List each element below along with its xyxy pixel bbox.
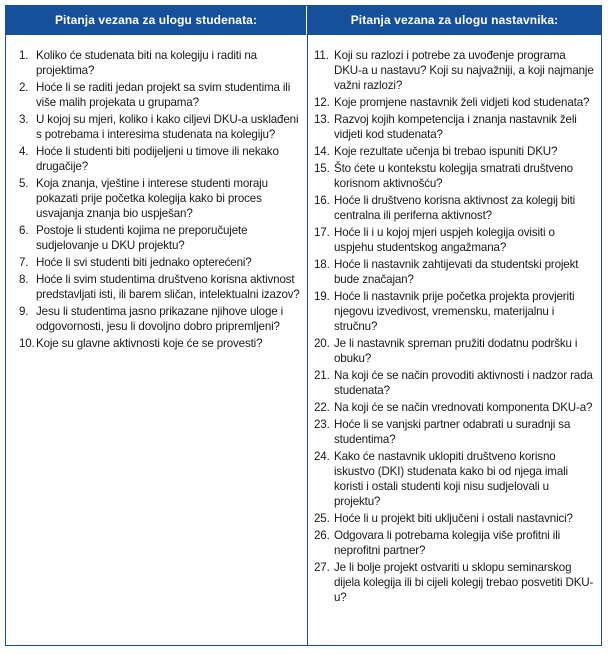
- teacher-questions-list: [308, 35, 601, 605]
- item-number: 13.: [314, 113, 330, 126]
- item-number: 21.: [314, 369, 330, 382]
- item-text: Je li bolje projekt ostvariti u sklopu seminarskog dijela kolegija ili bi cijeli kolegij trebao posvetiti DKU-u?: [334, 561, 594, 604]
- item-number: 26.: [314, 529, 330, 542]
- list-item: [314, 144, 595, 159]
- list-item: [314, 289, 595, 334]
- list-item: [314, 193, 595, 223]
- list-item: [314, 368, 595, 398]
- teacher-questions-header: Pitanja vezana za ulogu nastavnika:: [308, 6, 601, 35]
- list-item: [12, 255, 301, 270]
- item-text: Kako će nastavnik uklopiti društveno korisno iskustvo (DKI) studenata kako bi od njega imali koristi i ostali studenti koji nisu sudjelovali u projektu?: [334, 450, 568, 508]
- item-number: 14.: [314, 145, 330, 158]
- item-text: Hoće li studenti biti podijeljeni u timove ili nekako drugačije?: [36, 145, 279, 173]
- item-number: 1.: [19, 49, 29, 62]
- list-item: [314, 400, 595, 415]
- student-questions-header: Pitanja vezana za ulogu studenata:: [6, 6, 307, 35]
- item-text: Koje rezultate učenja bi trebao ispuniti DKU?: [334, 145, 558, 158]
- list-item: [314, 560, 595, 605]
- item-number: 23.: [314, 418, 330, 431]
- item-number: 10.: [19, 337, 35, 350]
- list-item: [12, 48, 301, 78]
- list-item: [314, 528, 595, 558]
- questions-table: [5, 5, 602, 646]
- item-number: 24.: [314, 450, 330, 463]
- list-item: [12, 304, 301, 334]
- item-number: 3.: [19, 113, 29, 126]
- student-questions-column: [6, 6, 308, 645]
- item-text: Hoće li društveno korisna aktivnost za kolegij biti centralna ili periferna aktivnost?: [334, 194, 576, 222]
- item-number: 2.: [19, 81, 29, 94]
- item-text: U kojoj su mjeri, koliko i kako ciljevi DKU-a usklađeni s potrebama i interesima studenata na kolegiju?: [36, 113, 299, 141]
- list-item: [314, 257, 595, 287]
- item-text: Jesu li studentima jasno prikazane njihove uloge i odgovornosti, jesu li dovoljno dobro pripremljeni?: [36, 305, 284, 333]
- item-text: Koliko će studenata biti na kolegiju i raditi na projektima?: [36, 49, 257, 77]
- item-text: Što ćete u kontekstu kolegija smatrati društveno korisnom aktivnošću?: [334, 162, 573, 190]
- list-item: [314, 336, 595, 366]
- item-text: Hoće li svim studentima društveno korisna aktivnost predstavljati isti, ili barem sličan, intelektualni izazov?: [36, 273, 300, 301]
- item-text: Hoće li se raditi jedan projekt sa svim studentima ili više malih projekata u grupama?: [36, 81, 291, 109]
- item-number: 19.: [314, 290, 330, 303]
- item-text: Koji su razlozi i potrebe za uvođenje programa DKU-a u nastavu? Koji su najvažniji, a koji najmanje važni razlozi?: [334, 49, 594, 92]
- item-text: Hoće li nastavnik prije početka projekta provjeriti njegovu izvedivost, vremensku, materijalnu i stručnu?: [334, 290, 575, 333]
- item-number: 16.: [314, 194, 330, 207]
- list-item: [314, 161, 595, 191]
- list-item: [314, 95, 595, 110]
- item-number: 17.: [314, 226, 330, 239]
- item-number: 25.: [314, 512, 330, 525]
- item-text: Razvoj kojih kompetencija i znanja nastavnik želi vidjeti kod studenata?: [334, 113, 577, 141]
- item-text: Hoće li nastavnik zahtijevati da studentski projekt bude značajan?: [334, 258, 579, 286]
- item-number: 15.: [314, 162, 330, 175]
- list-item: [12, 144, 301, 174]
- list-item: [314, 48, 595, 93]
- item-text: Hoće li svi studenti biti jednako opterećeni?: [36, 256, 252, 269]
- list-item: [12, 80, 301, 110]
- student-questions-list: [6, 35, 307, 351]
- item-number: 12.: [314, 96, 330, 109]
- list-item: [12, 223, 301, 253]
- item-text: Hoće li i u kojoj mjeri uspjeh kolegija ovisiti o uspjehu studentskog angažmana?: [334, 226, 555, 254]
- list-item: [314, 511, 595, 526]
- item-text: Koje su glavne aktivnosti koje će se provesti?: [36, 337, 263, 350]
- item-number: 20.: [314, 337, 330, 350]
- item-number: 4.: [19, 145, 29, 158]
- item-number: 18.: [314, 258, 330, 271]
- item-number: 8.: [19, 273, 29, 286]
- item-number: 5.: [19, 177, 29, 190]
- list-item: [12, 176, 301, 221]
- list-item: [314, 417, 595, 447]
- item-number: 6.: [19, 224, 29, 237]
- list-item: [314, 225, 595, 255]
- list-item: [314, 449, 595, 509]
- item-number: 9.: [19, 305, 29, 318]
- item-text: Na koji će se način vrednovati komponenta DKU-a?: [334, 401, 593, 414]
- item-text: Koje promjene nastavnik želi vidjeti kod studenata?: [334, 96, 590, 109]
- item-number: 7.: [19, 256, 29, 269]
- item-number: 11.: [314, 49, 329, 62]
- list-item: [314, 112, 595, 142]
- item-text: Koja znanja, vještine i interese studenti moraju pokazati prije početka kolegija kako bi proces usvajanja znanja bio uspješan?: [36, 177, 268, 220]
- item-number: 22.: [314, 401, 330, 414]
- item-text: Na koji će se način provoditi aktivnosti i nadzor rada studenata?: [334, 369, 593, 397]
- list-item: [12, 336, 301, 351]
- item-text: Hoće li se vanjski partner odabrati u suradnji sa studentima?: [334, 418, 571, 446]
- list-item: [12, 272, 301, 302]
- teacher-questions-column: [308, 6, 601, 645]
- item-text: Hoće li u projekt biti uključeni i ostali nastavnici?: [334, 512, 573, 525]
- item-number: 27.: [314, 561, 330, 574]
- list-item: [12, 112, 301, 142]
- item-text: Postoje li studenti kojima ne preporučujete sudjelovanje u DKU projektu?: [36, 224, 248, 252]
- item-text: Je li nastavnik spreman pružiti dodatnu podršku i obuku?: [334, 337, 578, 365]
- item-text: Odgovara li potrebama kolegija više profitni ili neprofitni partner?: [334, 529, 561, 557]
